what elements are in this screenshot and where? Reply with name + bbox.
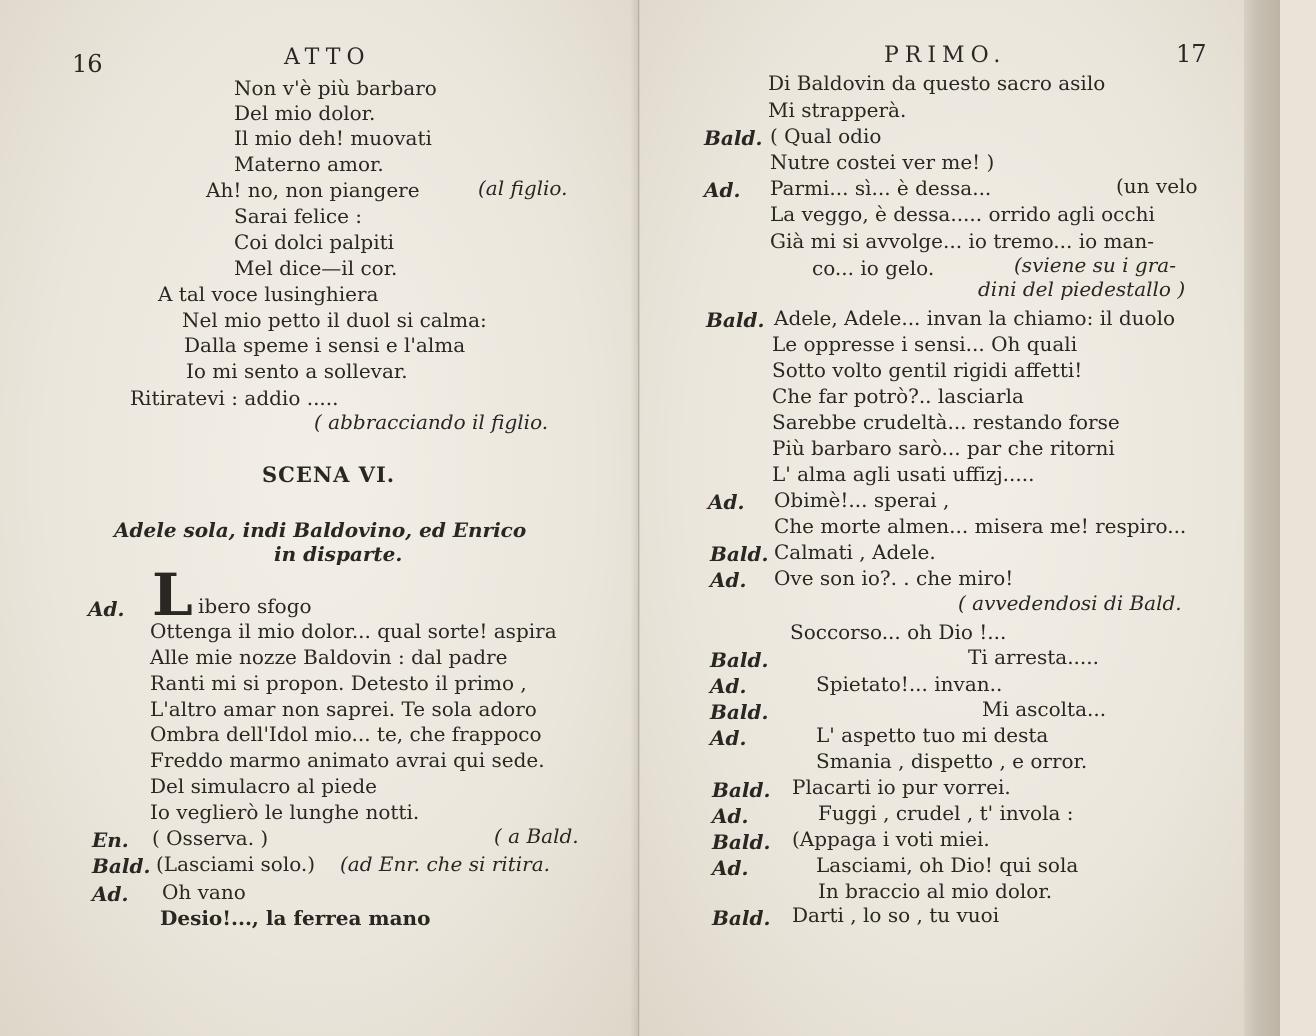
speaker-label: Bald. bbox=[710, 542, 769, 566]
page-number: 17 bbox=[1176, 40, 1207, 68]
dialogue-line: Le oppresse i sensi... Oh quali bbox=[772, 332, 1078, 356]
dialogue-line: Ti arresta..... bbox=[968, 645, 1099, 669]
dialogue-line: Che far potrò?.. lasciarla bbox=[772, 384, 1024, 408]
right-page bbox=[640, 0, 1280, 1036]
verse-line: Io mi sento a sollevar. bbox=[186, 359, 408, 383]
dialogue-line: Adele, Adele... invan la chiamo: il duolo bbox=[774, 306, 1176, 330]
speaker-label: Ad. bbox=[88, 597, 125, 621]
verse-line: Non v'è più barbaro bbox=[234, 76, 437, 100]
dialogue-line: Soccorso... oh Dio !... bbox=[790, 620, 1007, 644]
dialogue-line: Sarebbe crudeltà... restando forse bbox=[772, 410, 1120, 434]
dialogue-line: Darti , lo so , tu vuoi bbox=[792, 903, 1000, 927]
speaker-label: Ad. bbox=[710, 726, 747, 750]
dialogue-line: Desio!..., la ferrea mano bbox=[160, 906, 431, 930]
dialogue-line: In braccio al mio dolor. bbox=[818, 879, 1053, 903]
verse-line: Ritiratevi : addio ..... bbox=[130, 386, 339, 410]
stage-direction: dini del piedestallo ) bbox=[978, 277, 1186, 301]
drop-cap: L bbox=[152, 561, 193, 629]
dialogue-line: La veggo, è dessa..... orrido agli occhi bbox=[770, 202, 1155, 226]
speaker-label: Ad. bbox=[92, 882, 129, 906]
stage-direction: ( avvedendosi di Bald. bbox=[958, 591, 1182, 615]
verse-line: Sarai felice : bbox=[234, 204, 363, 228]
speaker-label: Bald. bbox=[706, 308, 765, 332]
speaker-label: En. bbox=[92, 828, 129, 852]
stage-direction: (sviene su i gra- bbox=[1014, 253, 1176, 277]
dialogue-line: Fuggi , crudel , t' invola : bbox=[818, 801, 1074, 825]
speaker-label: Bald. bbox=[712, 830, 771, 854]
dialogue-line: Mi strapperà. bbox=[768, 98, 907, 122]
verse-line: Del mio dolor. bbox=[234, 101, 376, 125]
stage-direction: (un velo bbox=[1116, 174, 1198, 198]
dialogue-line: Io veglierò le lunghe notti. bbox=[150, 800, 420, 824]
verse-line: Materno amor. bbox=[234, 152, 384, 176]
dialogue-line: ibero sfogo bbox=[198, 594, 312, 618]
running-head: PRIMO. bbox=[884, 43, 1007, 68]
dialogue-line: Smania , dispetto , e orror. bbox=[816, 749, 1088, 773]
page-number: 16 bbox=[72, 50, 103, 78]
dialogue-line: Calmati , Adele. bbox=[774, 540, 936, 564]
dialogue-line: Alle mie nozze Baldovin : dal padre bbox=[150, 645, 508, 669]
verse-line: Mel dice—il cor. bbox=[234, 256, 398, 280]
dialogue-line: (Appaga i voti miei. bbox=[792, 827, 990, 851]
dialogue-line: L' aspetto tuo mi desta bbox=[816, 723, 1049, 747]
running-head: ATTO bbox=[284, 45, 371, 70]
dialogue-line: Ombra dell'Idol mio... te, che frappoco bbox=[150, 722, 542, 746]
stage-direction: (ad Enr. che si ritira. bbox=[340, 852, 550, 876]
dialogue-line: Più barbaro sarò... par che ritorni bbox=[772, 436, 1115, 460]
dialogue-line: Che morte almen... misera me! respiro... bbox=[774, 514, 1187, 538]
stage-direction: (al figlio. bbox=[478, 176, 568, 200]
stage-direction: ( abbracciando il figlio. bbox=[314, 410, 549, 434]
speaker-label: Bald. bbox=[712, 906, 771, 930]
dialogue-line: Parmi... sì... è dessa... bbox=[770, 176, 992, 200]
verse-line: A tal voce lusinghiera bbox=[158, 282, 379, 306]
speaker-label: Ad. bbox=[708, 490, 745, 514]
verse-line: Nel mio petto il duol si calma: bbox=[182, 308, 487, 332]
page-edges bbox=[1244, 0, 1280, 1036]
scene-direction: in disparte. bbox=[274, 542, 403, 566]
dialogue-line: L'altro amar non saprei. Te sola adoro bbox=[150, 697, 537, 721]
dialogue-line: Ove son io?. . che miro! bbox=[774, 566, 1014, 590]
speaker-label: Bald. bbox=[712, 778, 771, 802]
dialogue-line: (Lasciami solo.) bbox=[156, 852, 316, 876]
dialogue-line: Ottenga il mio dolor... qual sorte! aspira bbox=[150, 619, 557, 643]
stage-direction: ( a Bald. bbox=[494, 824, 579, 848]
dialogue-line: Già mi si avvolge... io tremo... io man- bbox=[770, 229, 1155, 253]
dialogue-line: Del simulacro al piede bbox=[150, 774, 377, 798]
speaker-label: Bald. bbox=[704, 126, 763, 150]
dialogue-line: Placarti io pur vorrei. bbox=[792, 775, 1011, 799]
scene-heading: SCENA VI. bbox=[262, 462, 396, 487]
dialogue-line: Freddo marmo animato avrai qui sede. bbox=[150, 748, 545, 772]
dialogue-line: Oh vano bbox=[162, 880, 246, 904]
dialogue-line: Spietato!... invan.. bbox=[816, 672, 1003, 696]
speaker-label: Ad. bbox=[712, 856, 749, 880]
dialogue-line: co... io gelo. bbox=[812, 256, 935, 280]
speaker-label: Ad. bbox=[704, 178, 741, 202]
speaker-label: Bald. bbox=[92, 854, 151, 878]
dialogue-line: Lasciami, oh Dio! qui sola bbox=[816, 853, 1079, 877]
dialogue-line: ( Qual odio bbox=[770, 124, 882, 148]
dialogue-line: Obimè!... sperai , bbox=[774, 488, 950, 512]
speaker-label: Bald. bbox=[710, 648, 769, 672]
verse-line: Dalla speme i sensi e l'alma bbox=[184, 333, 466, 357]
speaker-label: Bald. bbox=[710, 700, 769, 724]
speaker-label: Ad. bbox=[712, 804, 749, 828]
verse-line: Ah! no, non piangere bbox=[206, 178, 420, 202]
dialogue-line: Ranti mi si propon. Detesto il primo , bbox=[150, 671, 527, 695]
dialogue-line: Sotto volto gentil rigidi affetti! bbox=[772, 358, 1083, 382]
dialogue-line: L' alma agli usati uffizj..... bbox=[772, 462, 1035, 486]
verse-line: Coi dolci palpiti bbox=[234, 230, 395, 254]
dialogue-line: Di Baldovin da questo sacro asilo bbox=[768, 71, 1106, 95]
scene-direction: Adele sola, indi Baldovino, ed Enrico bbox=[114, 518, 527, 542]
dialogue-line: Nutre costei ver me! ) bbox=[770, 150, 995, 174]
verse-line: Il mio deh! muovati bbox=[234, 126, 432, 150]
speaker-label: Ad. bbox=[710, 674, 747, 698]
dialogue-line: Mi ascolta... bbox=[982, 697, 1107, 721]
dialogue-line: ( Osserva. ) bbox=[152, 826, 269, 850]
speaker-label: Ad. bbox=[710, 568, 747, 592]
left-page bbox=[0, 0, 639, 1036]
